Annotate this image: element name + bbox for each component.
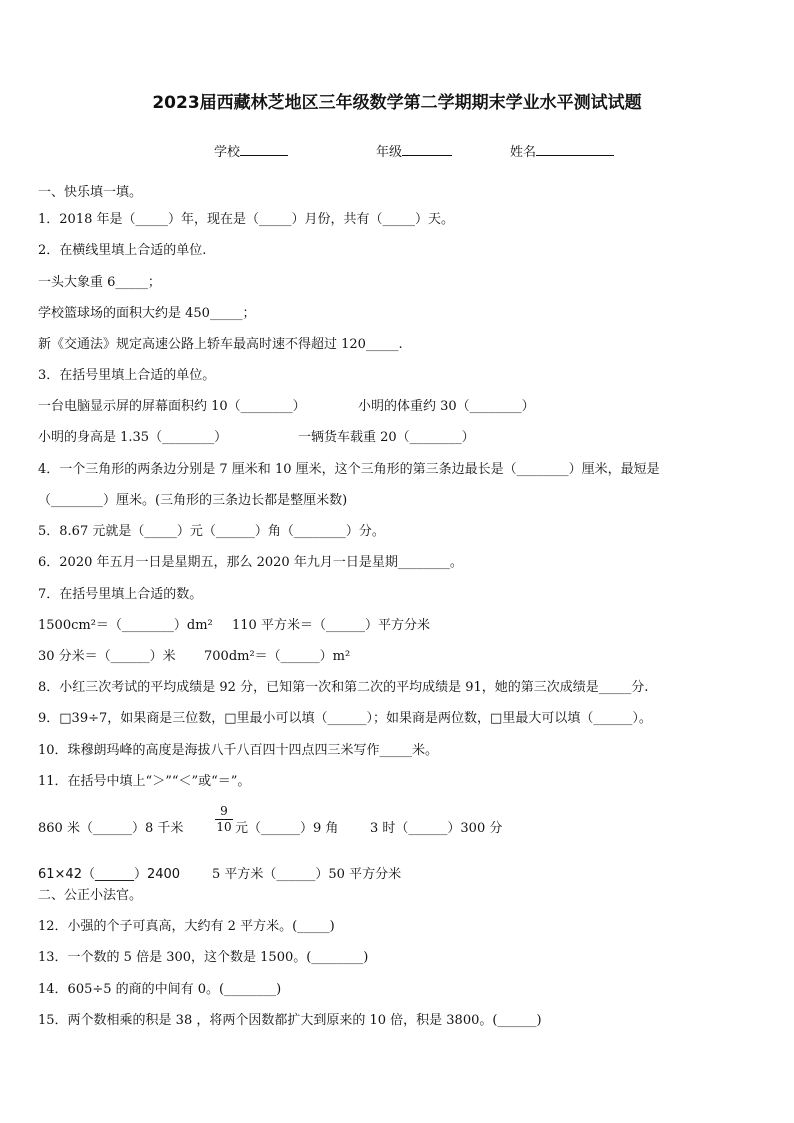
section-heading: 二、公正小法官。 — [38, 888, 143, 903]
name-field — [510, 141, 614, 160]
fraction-numerator: 9 — [215, 804, 233, 820]
question-11: 11．在括号中填上“＞”“＜”或“＝”。 — [38, 774, 251, 789]
question-6: 6．2020 年五月一日是星期五，那么 2020 年九月一日是星期________。 — [38, 555, 463, 570]
question-15: 15．两个数相乘的积是 38 ，将两个因数都扩大到原来的 10 倍，积是 3800。(______) — [38, 1013, 542, 1028]
question-13: 13．一个数的 5 倍是 300，这个数是 1500。(________) — [38, 950, 369, 965]
name-blank[interactable] — [536, 143, 614, 156]
question-11-item: 3 时（______）300 分 — [370, 821, 503, 836]
grade-blank[interactable] — [402, 143, 452, 156]
question-7: 7．在括号里填上合适的数。 — [38, 587, 203, 602]
school-label: 学校 — [214, 145, 241, 160]
school-field — [214, 141, 288, 160]
grade-label: 年级 — [376, 145, 403, 160]
question-3-item: 小明的身高是 1.35（________） — [38, 430, 228, 445]
question-11-item: 61×42（______）2400 — [38, 867, 181, 882]
fraction-denominator: 10 — [216, 820, 232, 834]
question-11-item: 元（______）9 角 — [235, 821, 339, 836]
question-7-item: 30 分米＝（______）米 — [38, 649, 176, 664]
question-7-item: 110 平方米＝（______）平方分米 — [232, 618, 430, 633]
question-3-item: 小明的体重约 30（________） — [358, 399, 535, 414]
question-7-item: 700dm²＝（______）m² — [204, 649, 351, 664]
question-8: 8．小红三次考试的平均成绩是 92 分，已知第一次和第二次的平均成绩是 91，她的第三次成绩是_____分. — [38, 680, 649, 695]
question-2-item: 一头大象重 6_____； — [38, 275, 161, 290]
grade-field — [376, 141, 452, 160]
fraction — [215, 804, 233, 835]
question-9: 9．□39÷7，如果商是三位数，□里最小可以填（______）；如果商是两位数，□里最大可以填（______）。 — [38, 711, 652, 726]
section-heading: 一、快乐填一填。 — [38, 185, 143, 200]
question-1: 1．2018 年是（_____）年，现在是（_____）月份，共有（_____）天。 — [38, 212, 454, 227]
question-4: 4．一个三角形的两条边分别是 7 厘米和 10 厘米，这个三角形的第三条边最长是（________）厘米，最短是 — [38, 462, 660, 477]
question-11-item: 860 米（______）8 千米 — [38, 821, 184, 836]
question-12: 12．小强的个子可真高，大约有 2 平方米。(_____) — [38, 919, 335, 934]
question-11-item: 5 平方米（______）50 平方分米 — [212, 867, 402, 882]
question-2-item: 学校篮球场的面积大约是 450_____； — [38, 306, 256, 321]
question-3-item: 一台电脑显示屏的屏幕面积约 10（________） — [38, 399, 306, 414]
name-label: 姓名 — [510, 145, 537, 160]
question-14: 14．605÷5 的商的中间有 0。(________) — [38, 982, 282, 997]
question-2-item: 新《交通法》规定高速公路上轿车最高时速不得超过 120_____. — [38, 337, 403, 352]
question-7-item: 1500cm²＝（________）dm² — [38, 618, 213, 633]
question-4-cont: （________）厘米。(三角形的三条边长都是整厘米数) — [38, 493, 348, 508]
question-10: 10．珠穆朗玛峰的高度是海拔八千八百四十四点四三米写作_____米。 — [38, 743, 439, 758]
question-5: 5．8.67 元就是（_____）元（______）角（________）分。 — [38, 524, 385, 539]
question-3-item: 一辆货车载重 20（________） — [298, 430, 475, 445]
question-2: 2．在横线里填上合适的单位. — [38, 243, 207, 258]
page-title: 2023届西藏林芝地区三年级数学第二学期期末学业水平测试试题 — [152, 93, 642, 113]
school-blank[interactable] — [240, 143, 288, 156]
question-3: 3．在括号里填上合适的单位。 — [38, 368, 216, 383]
